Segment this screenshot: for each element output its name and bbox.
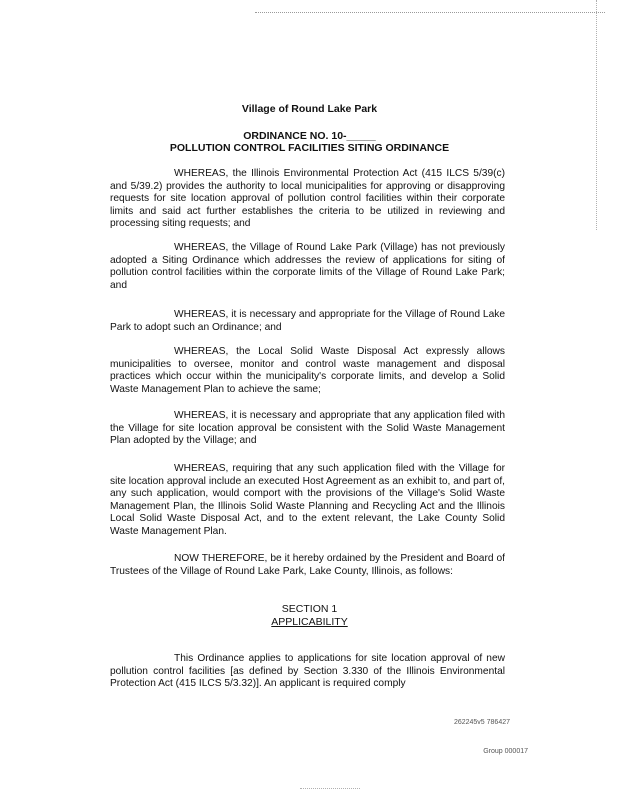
scan-artifact-bottom [300,788,360,791]
whereas-paragraph-3: WHEREAS, it is necessary and appropriate for the Village of Round Lake Park to adopt such an Ordinance; and [110,309,505,333]
group-reference: Group 000017 [483,748,528,755]
ordinance-title: POLLUTION CONTROL FACILITIES SITING ORDINANCE [169,142,450,154]
document-reference: 262245v5 786427 [453,719,510,726]
section-title: APPLICABILITY [271,616,348,628]
ordinance-number: ORDINANCE NO. 10-_____ [243,130,376,142]
whereas-paragraph-6: WHEREAS, requiring that any such application filed with the Village for site location approval include an executed Host Agreement as an exhibit to, and part of, any such application, would comport with the provisions of the Village's Solid Waste Management Plan, the Illinois Solid Waste Planning and Recycling Act and the Illinois Local Solid Waste Disposal Act, and to the extent relevant, the Lake County Solid Waste Management Plan. [110,463,505,537]
scan-artifact-side [596,0,601,230]
section-number: SECTION 1 [281,603,338,615]
whereas-paragraph-5: WHEREAS, it is necessary and appropriate that any application filed with the Village for site location approval be consistent with the Solid Waste Management Plan adopted by the Village; and [110,410,505,447]
now-therefore-paragraph: NOW THEREFORE, be it hereby ordained by the President and Board of Trustees of the Village of Round Lake Park, Lake County, Illinois, as follows: [110,553,505,577]
whereas-paragraph-1: WHEREAS, the Illinois Environmental Protection Act (415 ILCS 5/39(c) and 5/39.2) provides the authority to local municipalities for approving or disapproving requests for site location approval of pollution control facilities within their corporate limits and said act further establishes the criteria to be utilized in reviewing and processing siting requests; and [110,168,505,230]
village-title: Village of Round Lake Park [241,103,378,115]
whereas-paragraph-4: WHEREAS, the Local Solid Waste Disposal Act expressly allows municipalities to oversee, monitor and control waste management and disposal practices which occur within the municipality's corporate limits, and develop a Solid Waste Management Plan to achieve the same; [110,346,505,395]
section-body-paragraph: This Ordinance applies to applications for site location approval of new pollution control facilities [as defined by Section 3.330 of the Illinois Environmental Protection Act (415 ILCS 5/3.32)]. An applicant is required comply [110,653,505,690]
scan-artifact-top [255,12,605,17]
whereas-paragraph-2: WHEREAS, the Village of Round Lake Park (Village) has not previously adopted a Siting Ordinance which addresses the review of applications for siting of pollution control facilities within the corporate limits of the Village of Round Lake Park; and [110,242,505,291]
